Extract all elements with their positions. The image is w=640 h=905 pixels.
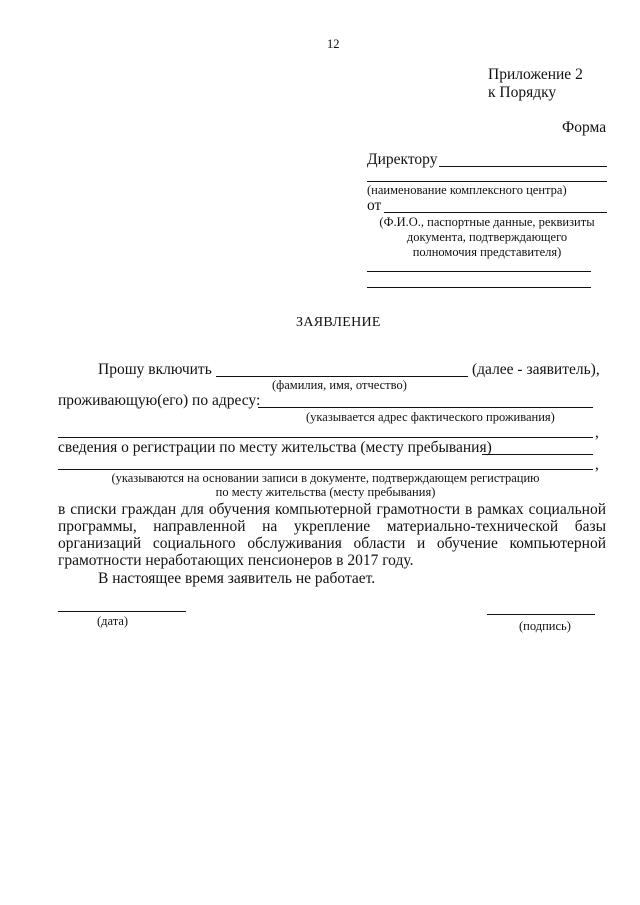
from-line[interactable] xyxy=(384,212,607,213)
registration-comma: , xyxy=(595,456,599,473)
director-label: Директору xyxy=(367,151,438,168)
appendix-line-2: к Порядку xyxy=(488,84,557,101)
from-hint-2: документа, подтверждающего xyxy=(406,230,568,244)
address-prefix: проживающую(его) по адресу: xyxy=(58,392,261,409)
from-hint-1: (Ф.И.О., паспортные данные, реквизиты xyxy=(379,215,595,229)
director-line[interactable] xyxy=(439,166,607,167)
registration-hint-1: (указываются на основании записи в документе, подтверждающем регистрацию xyxy=(111,471,540,485)
page-number: 12 xyxy=(327,37,340,51)
request-suffix: (далее - заявитель), xyxy=(472,361,600,378)
address-continuation-line[interactable] xyxy=(58,437,593,438)
signature-hint: (подпись) xyxy=(519,619,571,633)
from-hint-3: полномочия представителя) xyxy=(412,245,562,259)
registration-label: сведения о регистрации по месту жительства (месту пребывания) xyxy=(58,439,492,456)
registration-continuation-line[interactable] xyxy=(58,469,593,470)
address-line[interactable] xyxy=(258,407,593,408)
from-extra-line-1[interactable] xyxy=(367,271,591,272)
address-comma: , xyxy=(595,424,599,441)
not-working-statement: В настоящее время заявитель не работает. xyxy=(98,570,376,587)
document-title: ЗАЯВЛЕНИЕ xyxy=(296,315,381,330)
applicant-name-line[interactable] xyxy=(216,376,468,377)
center-name-hint: (наименование комплексного центра) xyxy=(367,183,567,197)
signature-line[interactable] xyxy=(487,614,595,615)
form-label: Форма xyxy=(562,119,607,136)
center-name-line[interactable] xyxy=(367,181,607,182)
address-hint: (указывается адрес фактического проживания) xyxy=(306,410,555,424)
date-line[interactable] xyxy=(58,611,186,612)
registration-line[interactable] xyxy=(482,454,593,455)
name-hint: (фамилия, имя, отчество) xyxy=(272,378,407,392)
from-extra-line-2[interactable] xyxy=(367,287,591,288)
registration-hint-2: по месту жительства (месту пребывания) xyxy=(215,485,436,499)
appendix-line-1: Приложение 2 xyxy=(488,66,583,83)
request-paragraph: в списки граждан для обучения компьютерной грамотности в рамках социальной программы, направленной на укрепление материально-технической базы организаций социального обслуживания области и обучение компьютерной грамотности неработающих пенсионеров в 2017 году. xyxy=(58,501,606,569)
request-prefix: Прошу включить xyxy=(98,361,212,378)
date-hint: (дата) xyxy=(97,614,129,628)
from-label: от xyxy=(367,197,382,214)
